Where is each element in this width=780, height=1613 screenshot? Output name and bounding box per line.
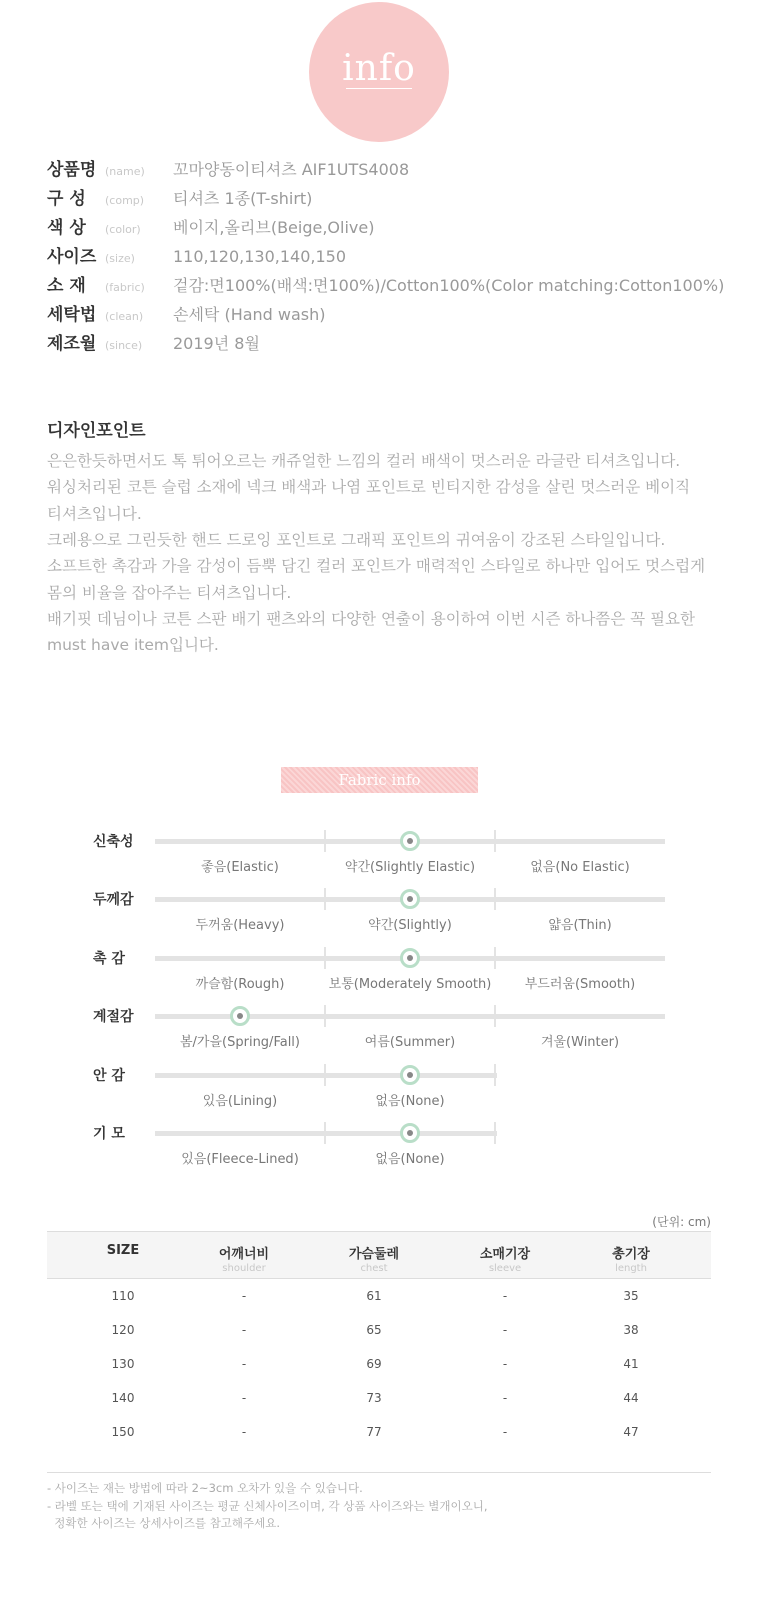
table-cell: - [241,1323,247,1337]
fabric-scale-tick [324,830,326,852]
product-info-eng-label: (size) [105,252,135,265]
fabric-info-title: Fabric info [338,771,421,789]
fabric-option-label: 두꺼움(Heavy) [195,918,285,934]
product-info-row [47,271,724,295]
fabric-scale-tick [494,1064,496,1086]
fabric-selected-dot [400,831,420,851]
table-header-cell [179,1243,309,1274]
fabric-option-label: 있음(Fleece-Lined) [181,1152,299,1167]
fabric-scale-tick [494,947,496,969]
fabric-row-label: 계절감 [93,1009,134,1026]
table-header-label: 가슴둘레 [348,1247,400,1262]
table-header-sublabel: shoulder [222,1263,266,1274]
fabric-option-label: 좋음(Elastic) [201,860,279,875]
table-cell: 47 [623,1425,639,1439]
table-cell: 120 [111,1323,135,1337]
table-header-label: 소매기장 [479,1247,531,1262]
fabric-row-label: 안 감 [93,1067,125,1084]
design-point-line: 소프트한 촉감과 가을 감성이 듬뿍 담긴 컬러 포인트가 매력적인 스타일로 하나만 입어도 멋스럽게 [47,557,706,576]
fabric-scale-track [155,1131,497,1136]
table-cell: 73 [366,1391,382,1405]
table-header-sublabel: chest [360,1263,388,1274]
table-header-cell [440,1243,570,1274]
info-badge [309,2,449,142]
product-info-label: 제조월 [47,334,97,354]
fabric-option-label: 약간(Slightly) [368,918,452,934]
design-point-line: 은은한듯하면서도 톡 튀어오르는 캐쥬얼한 느낌의 컬러 배색이 멋스러운 라글란 티셔츠입니다. [47,452,681,470]
fabric-option-label: 보통(Moderately Smooth) [328,976,492,992]
design-point-line: 크레용으로 그린듯한 핸드 드로잉 포인트로 그래픽 포인트의 귀여움이 강조된 스타일입니다. [47,530,666,549]
design-point-line: 워싱처리된 코튼 슬럽 소재에 넥크 배색과 나염 포인트로 빈티지한 감성을 살린 멋스러운 베이직 [47,478,691,497]
table-cell: - [502,1391,508,1405]
fabric-option-label: 없음(No Elastic) [530,860,630,875]
product-info-value: 손세탁 (Hand wash) [173,305,326,324]
product-info-eng-label: (color) [105,223,141,236]
product-info-value: 티셔츠 1종(T-shirt) [173,189,313,208]
design-point-line: 티셔츠입니다. [47,504,142,523]
fabric-scale-tick [494,830,496,852]
product-info-label: 상품명 [47,160,97,180]
fabric-option-label: 약간(Slightly Elastic) [344,860,476,875]
fabric-row-label: 신축성 [93,834,134,850]
fabric-scale-tick [324,947,326,969]
design-point-line: 몸의 비율을 잡아주는 티셔츠입니다. [47,583,292,602]
info-underline [346,88,412,89]
fabric-scale-track [155,1073,497,1078]
table-cell: - [502,1357,508,1371]
table-cell: 69 [366,1357,382,1371]
fabric-scale-tick [494,1005,496,1027]
table-cell: 150 [111,1425,135,1439]
table-cell: 65 [366,1323,382,1337]
table-header-label: 어깨너비 [218,1247,270,1262]
fabric-selected-dot [400,1123,420,1143]
design-point-line: must have item입니다. [47,636,219,655]
product-info-eng-label: (name) [105,165,145,178]
table-header-cell [566,1243,696,1274]
fabric-scale-tick [494,888,496,910]
fabric-scale-tick [324,1064,326,1086]
fabric-info-banner [281,767,478,793]
product-info-label: 사이즈 [47,247,97,267]
fabric-option-label: 까슬함(Rough) [195,976,285,992]
product-info-value: 2019년 8월 [173,334,260,353]
product-info-value: 베이지,올리브(Beige,Olive) [173,218,375,237]
size-table-header [47,1231,711,1279]
fabric-option-label: 부드러움(Smooth) [524,976,636,992]
fabric-selected-dot [400,889,420,909]
product-info-row [47,155,409,179]
fabric-scale-tick [324,888,326,910]
fabric-option-label: 겨울(Winter) [540,1035,620,1051]
table-header-cell [58,1243,188,1259]
info-title: info [342,47,416,89]
table-cell: 38 [623,1323,639,1337]
fabric-option-label: 있음(Lining) [202,1093,278,1109]
table-header-label: SIZE [106,1243,140,1258]
product-info-row [47,213,374,237]
table-cell: 61 [366,1289,382,1303]
fabric-scale-tick [324,1122,326,1144]
table-divider [47,1472,711,1473]
unit-label: (단위: cm) [652,1215,711,1229]
fabric-option-label: 없음(None) [375,1152,445,1167]
fabric-selected-dot [400,948,420,968]
table-cell: 44 [623,1391,639,1405]
table-header-sublabel: sleeve [488,1263,522,1274]
fabric-row-label: 기 모 [93,1126,125,1142]
table-cell: - [241,1357,247,1371]
product-info-eng-label: (fabric) [105,281,145,294]
table-cell: - [502,1323,508,1337]
product-info-row [47,184,312,208]
table-header-cell [309,1243,439,1274]
table-cell: 77 [366,1425,382,1439]
product-info-label: 세탁법 [47,305,97,325]
product-info-value: 110,120,130,140,150 [173,247,347,266]
size-note-line: - 사이즈는 재는 방법에 따라 2~3cm 오차가 있을 수 있습니다. [47,1481,363,1495]
product-info-eng-label: (clean) [105,310,144,323]
table-cell: 110 [111,1289,135,1303]
product-info-row [47,300,326,324]
fabric-row-label: 촉 감 [93,950,125,967]
table-header-label: 총기장 [612,1247,650,1262]
fabric-option-label: 여름(Summer) [364,1035,456,1051]
table-cell: - [241,1425,247,1439]
product-info-value: 꼬마양동이티셔츠 AIF1UTS4008 [173,160,410,179]
fabric-scale-tick [324,1005,326,1027]
product-info-value: 겉감:면100%(배색:면100%)/Cotton100%(Color matching:Cotton100%) [173,276,725,295]
table-cell: - [241,1391,247,1405]
product-info-label: 색 상 [47,218,86,238]
table-cell: 35 [623,1289,639,1303]
fabric-row-label: 두께감 [93,892,134,909]
table-cell: 140 [111,1391,135,1405]
table-cell: - [502,1425,508,1439]
design-point-title: 디자인포인트 [47,421,146,441]
size-note-line: - 라벨 또는 택에 기재된 사이즈는 평균 신체사이즈이며, 각 상품 사이즈와는 별개이오니, [47,1498,488,1513]
fabric-selected-dot [400,1065,420,1085]
fabric-option-label: 얇음(Thin) [548,918,612,934]
table-cell: - [241,1289,247,1303]
fabric-selected-dot [230,1006,250,1026]
product-info-row [47,329,260,353]
size-note-line: 정확한 사이즈는 상세사이즈를 참고해주세요. [47,1516,281,1530]
product-info-eng-label: (comp) [105,194,145,207]
product-info-label: 소 재 [47,276,86,296]
table-cell: 41 [623,1357,639,1371]
design-point-line: 배기핏 데님이나 코튼 스판 배기 팬츠와의 다양한 연출이 용이하여 이번 시즌 하나쯤은 꼭 필요한 [47,609,696,628]
product-info-row [47,242,346,266]
table-header-sublabel: length [615,1263,647,1274]
fabric-scale-tick [494,1122,496,1144]
table-cell: - [502,1289,508,1303]
product-info-label: 구 성 [47,189,86,209]
product-info-eng-label: (since) [105,339,143,352]
fabric-option-label: 봄/가을(Spring/Fall) [179,1035,300,1051]
fabric-option-label: 없음(None) [375,1093,445,1109]
table-cell: 130 [111,1357,135,1371]
